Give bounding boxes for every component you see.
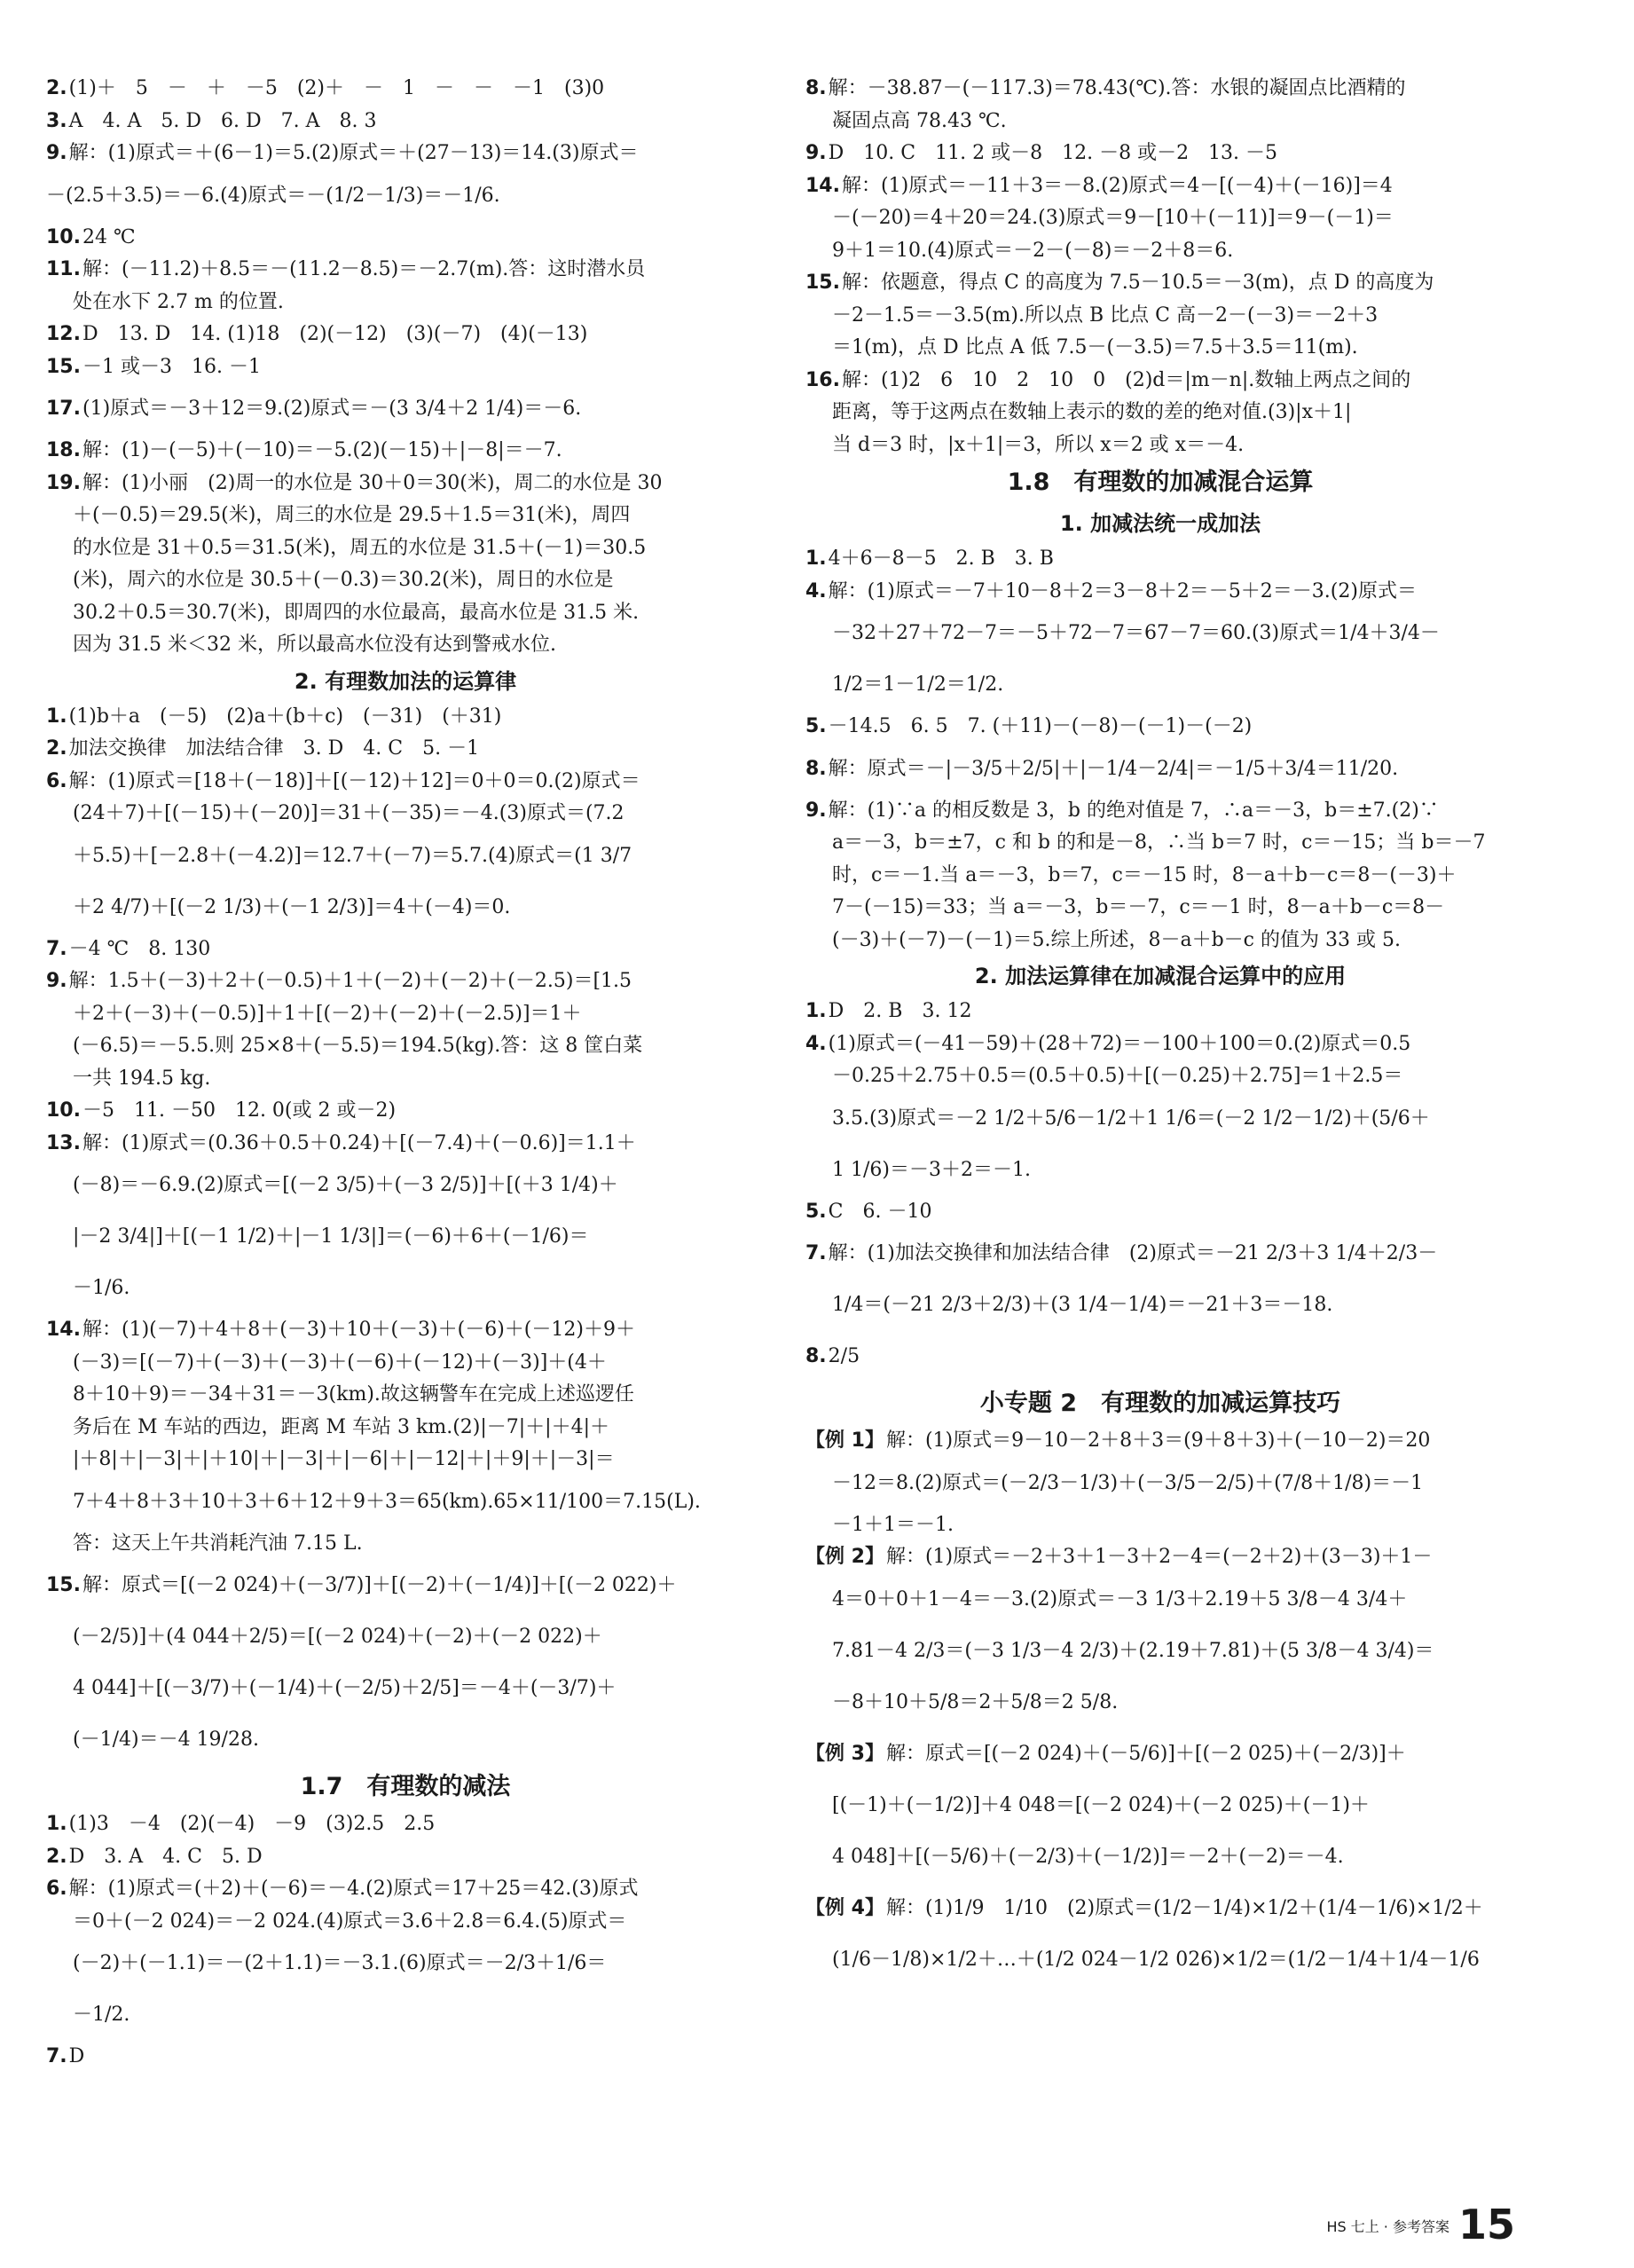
question-number: 15. — [46, 1574, 81, 1596]
answer-text: 解：(1)－(－5)＋(－10)＝－5.(2)(－15)＋|－8|＝－7. — [82, 439, 562, 461]
answer-text: (1)＋ 5 － ＋ －5 (2)＋ － 1 － － －1 (3)0 — [68, 77, 605, 99]
answer-text: 务后在 M 车站的西边，距离 M 车站 3 km.(2)|－7|＋|＋4|＋ — [73, 1415, 610, 1438]
answer-line — [46, 965, 765, 998]
answer-line — [46, 933, 765, 966]
answer-line — [46, 1528, 765, 1561]
answer-line — [805, 138, 1515, 170]
answer-text: A 4. A 5. D 6. D 7. A 8. 3 — [68, 109, 377, 132]
answer-text: 一共 194.5 kg. — [73, 1067, 211, 1090]
answer-text: 解：(1)原式＝(＋2)＋(－6)＝－4.(2)原式＝17＋25＝42.(3)原式 — [68, 1878, 639, 1900]
answer-line — [46, 1160, 765, 1211]
answer-text: (－3)＋(－7)－(－1)＝5.综上所述，8－a＋b－c 的值为 33 或 5. — [832, 928, 1401, 951]
answer-text: 时，c＝－1.当 a＝－3，b＝7，c＝－15 时，8－a＋b－c＝8－(－3)＋ — [832, 863, 1457, 886]
footer-label: HS 七上 · 参考答案 — [1326, 2218, 1449, 2235]
question-number: 7. — [46, 937, 67, 960]
answer-line — [805, 925, 1515, 957]
answer-line — [46, 1314, 765, 1347]
answer-text: (24＋7)＋[(－15)＋(－20)]＝31＋(－35)＝－4.(3)原式＝(7.2 — [73, 802, 625, 824]
answer-text: 4 048]＋[(－5/6)＋(－2/3)＋(－1/2)]＝－2＋(－2)＝－4. — [832, 1845, 1344, 1868]
answer-text: 解：(1)原式＝－7＋10－8＋2＝3－8＋2＝－5＋2＝－3.(2)原式＝ — [828, 579, 1417, 602]
answer-text: ＝0＋(－2 024)＝－2 024.(4)原式＝3.6＋2.8＝6.4.(5)原式＝ — [73, 1910, 627, 1933]
answer-text: 1/2＝1－1/2＝1/2. — [832, 673, 1004, 696]
question-number: 5. — [805, 1200, 827, 1223]
answer-text: 解：(1)原式＝[18＋(－18)]＋[(－12)＋12]＝0＋0＝0.(2)原式＝ — [68, 769, 640, 792]
answer-line — [46, 798, 765, 831]
answer-text: －0.25＋2.75＋0.5＝(0.5＋0.5)＋[(－0.25)＋2.75]＝1＋2.5＝ — [832, 1065, 1403, 1087]
answer-line — [805, 659, 1515, 711]
answer-line — [805, 1934, 1515, 1986]
section-heading: 2. 有理数加法的运算律 — [294, 668, 517, 694]
answer-text: 因为 31.5 米＜32 米，所以最高水位没有达到警戒水位. — [73, 634, 556, 656]
question-number: 3. — [46, 109, 67, 132]
answer-text: D 13. D 14. (1)18 (2)(－12) (3)(－7) (4)(－13) — [82, 323, 588, 345]
question-number: 14. — [805, 174, 840, 197]
answer-line — [46, 1128, 765, 1161]
question-number: 10. — [46, 1099, 81, 1122]
answer-line — [46, 1063, 765, 1096]
answer-text: D 10. C 11. 2 或－8 12. －8 或－2 13. －5 — [828, 142, 1278, 164]
answer-text: 8＋10＋9)＝－34＋31＝－3(km).故这辆警车在完成上述巡逻任 — [73, 1383, 634, 1406]
answer-text: ＋(－0.5)＝29.5(米)，周三的水位是 29.5＋1.5＝31(米)，周四 — [73, 504, 631, 526]
answer-text: 3.5.(3)原式＝－2 1/2＋5/6－1/2＋1 1/6＝(－2 1/2－1/2)＋(5/6＋ — [832, 1106, 1430, 1130]
answer-text: (1)b＋a (－5) (2)a＋(b＋c) (－31) (＋31) — [68, 705, 502, 728]
question-number: 16. — [805, 368, 840, 391]
answer-line — [46, 882, 765, 933]
answer-text: (1/6－1/8)×1/2＋…＋(1/2 024－1/2 026)×1/2＝(1/2－1/4＋1/4－1/6 — [832, 1948, 1480, 1971]
answer-line — [805, 744, 1515, 795]
answer-text: 解：原式＝[(－2 024)＋(－5/6)]＋[(－2 025)＋(－2/3)]＋ — [885, 1742, 1406, 1765]
question-number: 5. — [805, 715, 827, 737]
answer-text: 解：(1)加法交换律和加法结合律 (2)原式＝－21 2/3＋3 1/4＋2/3－ — [828, 1242, 1438, 1264]
answer-line — [46, 1095, 765, 1128]
answer-line — [805, 576, 1515, 609]
answer-line — [46, 831, 765, 882]
answer-text: 解：原式＝[(－2 024)＋(－3/7)]＋[(－2)＋(－1/4)]＋[(－2 022)＋ — [82, 1574, 677, 1596]
answer-text: 1/4＝(－21 2/3＋2/3)＋(3 1/4－1/4)＝－21＋3＝－18. — [832, 1294, 1333, 1316]
answer-line — [46, 1347, 765, 1380]
answer-text: －(2.5＋3.5)＝－6.(4)原式＝－(1/2－1/3)＝－1/6. — [46, 184, 500, 207]
question-number: 19. — [46, 471, 81, 494]
answer-text: 解：(1)(－7)＋4＋8＋(－3)＋10＋(－3)＋(－6)＋(－12)＋9＋ — [82, 1319, 635, 1341]
question-number: 8. — [805, 77, 827, 99]
question-number: 9. — [46, 970, 67, 992]
answer-line — [46, 564, 765, 597]
answer-line — [805, 1196, 1515, 1229]
answer-text: 解：(1)原式＝＋(6－1)＝5.(2)原式＝＋(27－13)＝14.(3)原式＝ — [68, 142, 639, 164]
question-number: 10. — [46, 225, 81, 248]
answer-line — [805, 711, 1515, 744]
answer-text: (－1/4)＝－4 19/28. — [73, 1729, 259, 1751]
answer-text: －1/2. — [73, 2004, 130, 2026]
right-column — [805, 73, 1515, 1986]
question-number: 12. — [46, 323, 81, 345]
answer-text: (－8)＝－6.9.(2)原式＝[(－2 3/5)＋(－3 2/5)]＋[(＋3 1/4)＋ — [73, 1174, 618, 1196]
question-number: 6. — [46, 769, 67, 792]
question-number: 9. — [805, 142, 827, 164]
answer-line — [805, 608, 1515, 659]
answer-text: D 3. A 4. C 5. D — [68, 1845, 263, 1868]
answer-line — [805, 235, 1515, 268]
answer-text: －1 或－3 16. －1 — [82, 355, 261, 378]
answer-line — [805, 1145, 1515, 1196]
answer-line — [805, 332, 1515, 365]
answer-line — [46, 170, 765, 222]
answer-text: 4 044]＋[(－3/7)＋(－1/4)＋(－2/5)＋2/5]＝－4＋(－3/7)＋ — [73, 1677, 617, 1699]
answer-line — [805, 1458, 1515, 1509]
answer-text: 7－(－15)＝33；当 a＝－3，b＝－7，c＝－1 时，8－a＋b－c＝8－ — [832, 896, 1445, 918]
question-number: 2. — [46, 737, 67, 760]
answer-text: －4 ℃ 8. 130 — [68, 937, 211, 960]
question-number: 6. — [46, 1878, 67, 1900]
answer-text: 解：(1)∵a 的相反数是 3，b 的绝对值是 7，∴a＝－3，b＝±7.(2)∵ — [828, 799, 1439, 822]
answer-line — [46, 532, 765, 565]
answer-text: 7.81－4 2/3＝(－3 1/3－4 2/3)＋(2.19＋7.81)＋(5 3/8－4 3/4)＝ — [832, 1639, 1434, 1662]
answer-line — [805, 202, 1515, 235]
answer-text: D 2. B 3. 12 — [828, 1000, 972, 1022]
answer-text: (1)原式＝(－41－59)＋(28＋72)＝－100＋100＝0.(2)原式＝0.5 — [828, 1032, 1411, 1055]
question-number: 1. — [805, 547, 827, 570]
answer-line — [805, 1331, 1515, 1382]
answer-line — [46, 383, 765, 435]
section-heading: 2. 加法运算律在加减混合运算中的应用 — [974, 964, 1347, 988]
answer-text: (米)，周六的水位是 30.5＋(－0.3)＝30.2(米)，周日的水位是 — [73, 569, 614, 591]
question-number: 15. — [805, 272, 840, 294]
answer-text: 解：1.5＋(－3)＋2＋(－0.5)＋1＋(－2)＋(－2)＋(－2.5)＝[1.5 — [68, 970, 632, 992]
answer-line — [46, 701, 765, 734]
answer-line — [805, 429, 1515, 462]
answer-text: 凝固点高 78.43 ℃. — [832, 109, 1007, 132]
answer-text: C 6. －10 — [828, 1200, 932, 1223]
answer-text: －1＋1＝－1. — [832, 1513, 954, 1536]
answer-line — [46, 254, 765, 287]
answer-text: －(－20)＝4＋20＝24.(3)原式＝9－[10＋(－11)]＝9－(－1)＝ — [832, 207, 1394, 229]
answer-line — [805, 860, 1515, 893]
answer-line — [46, 1211, 765, 1263]
answer-text: 解：(1)2 6 10 2 10 0 (2)d＝|m－n|.数轴上两点之间的 — [841, 368, 1411, 391]
answer-text: 解：(1)原式＝－11＋3＝－8.(2)原式＝4－[(－4)＋(－16)]＝4 — [841, 174, 1393, 197]
answer-text: |－2 3/4|]＋[(－1 1/2)＋|－1 1/3|]＝(－6)＋6＋(－1/6)＝ — [73, 1225, 589, 1248]
answer-text: ＋2 4/7)＋[(－2 1/3)＋(－1 2/3)]＝4＋(－4)＝0. — [73, 895, 511, 918]
page-footer — [1326, 2201, 1515, 2248]
answer-line — [46, 1412, 765, 1445]
answer-line — [805, 996, 1515, 1028]
answer-line — [805, 543, 1515, 576]
answer-line — [46, 1989, 765, 2041]
answer-text: 30.2＋0.5＝30.7(米)，即周四的水位最高，最高水位是 31.5 米. — [73, 601, 640, 624]
answer-line — [805, 106, 1515, 138]
answer-line — [805, 170, 1515, 203]
answer-line — [46, 287, 765, 319]
answer-line — [46, 629, 765, 662]
question-number: 7. — [46, 2045, 67, 2067]
answer-line — [805, 892, 1515, 925]
answer-text: 解：依题意，得点 C 的高度为 7.5－10.5＝－3(m)，点 D 的高度为 — [841, 272, 1434, 294]
answer-line — [805, 1228, 1515, 1280]
answer-text: 解：(－11.2)＋8.5＝－(11.2－8.5)＝－2.7(m).答：这时潜水员 — [82, 258, 646, 280]
answer-line — [46, 766, 765, 799]
question-number: 8. — [805, 1345, 827, 1367]
answer-text: 解：原式＝－|－3/5＋2/5|＋|－1/4－2/4|＝－1/5＋3/4＝11/20. — [828, 757, 1399, 780]
answer-line — [46, 468, 765, 500]
answer-text: 4＝0＋0＋1－4＝－3.(2)原式＝－3 1/3＋2.19＋5 3/8－4 3/4＋ — [832, 1587, 1408, 1610]
question-number: 【例 2】 — [805, 1546, 884, 1568]
question-number: 9. — [46, 142, 67, 164]
question-number: 15. — [46, 355, 81, 378]
answer-text: 解：－38.87－(－117.3)＝78.43(℃).答：水银的凝固点比酒精的 — [828, 77, 1406, 99]
answer-text: －8＋10＋5/8＝2＋5/8＝2 5/8. — [832, 1690, 1119, 1713]
answer-line — [46, 733, 765, 766]
answer-line — [805, 1541, 1515, 1574]
answer-line — [46, 1030, 765, 1063]
section-heading: 1.8 有理数的加减混合运算 — [1007, 469, 1314, 496]
answer-line — [46, 138, 765, 170]
question-number: 2. — [46, 77, 67, 99]
answer-text: 解：(1)原式＝(0.36＋0.5＋0.24)＋[(－7.4)＋(－0.6)]＝1.1＋ — [82, 1131, 636, 1154]
answer-text: 4＋6－8－5 2. B 3. B — [828, 547, 1054, 570]
answer-text: 的水位是 31＋0.5＝31.5(米)，周五的水位是 31.5＋(－1)＝30.5 — [73, 536, 647, 559]
answer-line — [46, 435, 765, 468]
answer-text: －2－1.5＝－3.5(m).所以点 B 比点 C 高－2－(－3)＝－2＋3 — [832, 303, 1379, 327]
question-number: 4. — [805, 1032, 827, 1055]
answer-text: (1)原式＝－3＋12＝9.(2)原式＝－(3 3/4＋2 1/4)＝－6. — [82, 398, 582, 420]
answer-line — [46, 351, 765, 384]
question-number: 14. — [46, 1319, 81, 1341]
answer-text: a＝－3，b＝±7，c 和 b 的和是－8，∴当 b＝7 时，c＝－15；当 b＝－7 — [832, 831, 1486, 854]
answer-line — [46, 319, 765, 351]
answer-text: (－3)＝[(－7)＋(－3)＋(－3)＋(－6)＋(－12)＋(－3)]＋(4＋ — [73, 1351, 607, 1374]
section-heading: 小专题 2 有理数的加减运算技巧 — [979, 1390, 1341, 1417]
answer-text: ＋5.5)＋[－2.8＋(－4.2)]＝12.7＋(－7)＝5.7.(4)原式＝(1 3/7 — [73, 844, 632, 867]
answer-line — [805, 1729, 1515, 1780]
question-number: 7. — [805, 1242, 827, 1264]
answer-line — [46, 1808, 765, 1841]
answer-text: －14.5 6. 5 7. (＋11)－(－8)－(－1)－(－2) — [828, 715, 1253, 737]
answer-text: (－2/5)]＋(4 044＋2/5)＝[(－2 024)＋(－2)＋(－2 022)＋ — [73, 1626, 602, 1648]
answer-line — [805, 300, 1515, 333]
answer-line — [805, 1883, 1515, 1934]
question-number: 【例 4】 — [805, 1896, 884, 1919]
answer-line — [46, 1906, 765, 1939]
answer-line — [805, 267, 1515, 300]
answer-line — [805, 1425, 1515, 1458]
answer-text: －32＋27＋72－7＝－5＋72－7＝67－7＝60.(3)原式＝1/4＋3/4－ — [832, 622, 1440, 644]
answer-line — [805, 795, 1515, 828]
answer-line — [46, 1477, 765, 1528]
question-number: 11. — [46, 258, 81, 280]
answer-line — [805, 1780, 1515, 1831]
answer-line — [46, 1938, 765, 1989]
section-heading: 1.7 有理数的减法 — [300, 1773, 511, 1800]
question-number: 8. — [805, 757, 827, 780]
answer-line — [805, 1509, 1515, 1542]
section-heading: 1. 加减法统一成加法 — [1059, 511, 1261, 536]
question-number: 【例 3】 — [805, 1742, 884, 1765]
answer-text: 加法交换律 加法结合律 3. D 4. C 5. －1 — [68, 737, 480, 760]
page-number: 15 — [1457, 2201, 1515, 2248]
answer-text: 解：(1)小丽 (2)周一的水位是 30＋0＝30(米)，周二的水位是 30 — [82, 471, 663, 494]
answer-line — [46, 1444, 765, 1477]
answer-text: 24 ℃ — [82, 225, 136, 248]
answer-text: (－2)＋(－1.1)＝－(2＋1.1)＝－3.1.(6)原式＝－2/3＋1/6＝ — [73, 1952, 607, 1974]
question-number: 9. — [805, 799, 827, 822]
answer-line — [46, 597, 765, 630]
answer-text: －1/6. — [73, 1277, 130, 1299]
answer-line — [805, 1280, 1515, 1331]
answer-text: (－6.5)＝－5.5.则 25×8＋(－5.5)＝194.5(kg).答：这 8 筐白菜 — [73, 1035, 643, 1057]
answer-line — [46, 2041, 765, 2074]
answer-text: ＝1(m)，点 D 比点 A 低 7.5－(－3.5)＝7.5＋3.5＝11(m). — [832, 336, 1358, 358]
answer-line — [46, 1263, 765, 1314]
answer-text: [(－1)＋(－1/2)]＋4 048＝[(－2 024)＋(－2 025)＋(－1)＋ — [832, 1793, 1370, 1816]
answer-line — [805, 1626, 1515, 1677]
answer-text: ＋2＋(－3)＋(－0.5)]＋1＋[(－2)＋(－2)＋(－2.5)]＝1＋ — [73, 1002, 582, 1025]
question-number: 【例 1】 — [805, 1429, 884, 1452]
answer-line — [805, 1574, 1515, 1626]
answer-text: －5 11. －50 12. 0(或 2 或－2) — [82, 1099, 397, 1122]
question-number: 17. — [46, 398, 81, 420]
answer-text: 当 d＝3 时，|x＋1|＝3，所以 x＝2 或 x＝－4. — [832, 433, 1245, 456]
answer-line — [46, 106, 765, 138]
answer-line — [805, 1028, 1515, 1061]
answer-text: 答：这天上午共消耗汽油 7.15 L. — [73, 1532, 363, 1555]
answer-line — [46, 73, 765, 106]
answer-text: D — [68, 2045, 85, 2067]
answer-line — [46, 1379, 765, 1412]
answer-text: －12＝8.(2)原式＝(－2/3－1/3)＋(－3/5－2/5)＋(7/8＋1/8)＝－1 — [832, 1471, 1424, 1494]
question-number: 13. — [46, 1131, 81, 1154]
answer-line — [805, 397, 1515, 429]
answer-line — [46, 998, 765, 1031]
question-number: 1. — [805, 1000, 827, 1022]
left-column — [46, 73, 765, 2074]
question-number: 1. — [46, 1813, 67, 1835]
answer-text: |＋8|＋|－3|＋|＋10|＋|－3|＋|－6|＋|－12|＋|＋9|＋|－3|＝ — [73, 1448, 615, 1470]
answer-line — [46, 500, 765, 532]
question-number: 4. — [805, 579, 827, 602]
answer-line — [805, 1677, 1515, 1729]
answer-line — [46, 1611, 765, 1663]
answer-line — [46, 1873, 765, 1906]
answer-line — [805, 1060, 1515, 1093]
answer-text: 处在水下 2.7 m 的位置. — [73, 290, 284, 313]
answer-line — [805, 73, 1515, 106]
answer-line — [46, 1560, 765, 1611]
answer-line — [46, 222, 765, 255]
answer-text: 7＋4＋8＋3＋10＋3＋6＋12＋9＋3＝65(km).65×11/100＝7.15(L). — [73, 1490, 701, 1513]
answer-text: 解：(1)原式＝－2＋3＋1－3＋2－4＝(－2＋2)＋(3－3)＋1－ — [885, 1546, 1433, 1568]
answer-text: 9＋1＝10.(4)原式＝－2－(－8)＝－2＋8＝6. — [832, 239, 1234, 262]
answer-line — [46, 1663, 765, 1714]
answer-text: 距离，等于这两点在数轴上表示的数的差的绝对值.(3)|x＋1| — [832, 401, 1352, 423]
answer-line — [805, 827, 1515, 860]
answer-text: 解：(1)原式＝9－10－2＋8＋3＝(9＋8＋3)＋(－10－2)＝20 — [885, 1429, 1431, 1452]
answer-line — [805, 365, 1515, 398]
question-number: 2. — [46, 1845, 67, 1868]
answer-text: 2/5 — [828, 1345, 860, 1367]
answer-text: 解：(1)1/9 1/10 (2)原式＝(1/2－1/4)×1/2＋(1/4－1/6)×1/2＋ — [885, 1896, 1483, 1919]
answer-text: 1 1/6)＝－3＋2＝－1. — [832, 1158, 1031, 1181]
answer-line — [805, 1093, 1515, 1145]
answer-line — [46, 1714, 765, 1766]
answer-text: (1)3 －4 (2)(－4) －9 (3)2.5 2.5 — [68, 1813, 436, 1835]
question-number: 18. — [46, 439, 81, 461]
question-number: 1. — [46, 705, 67, 728]
answer-line — [46, 1841, 765, 1874]
answer-line — [805, 1831, 1515, 1883]
